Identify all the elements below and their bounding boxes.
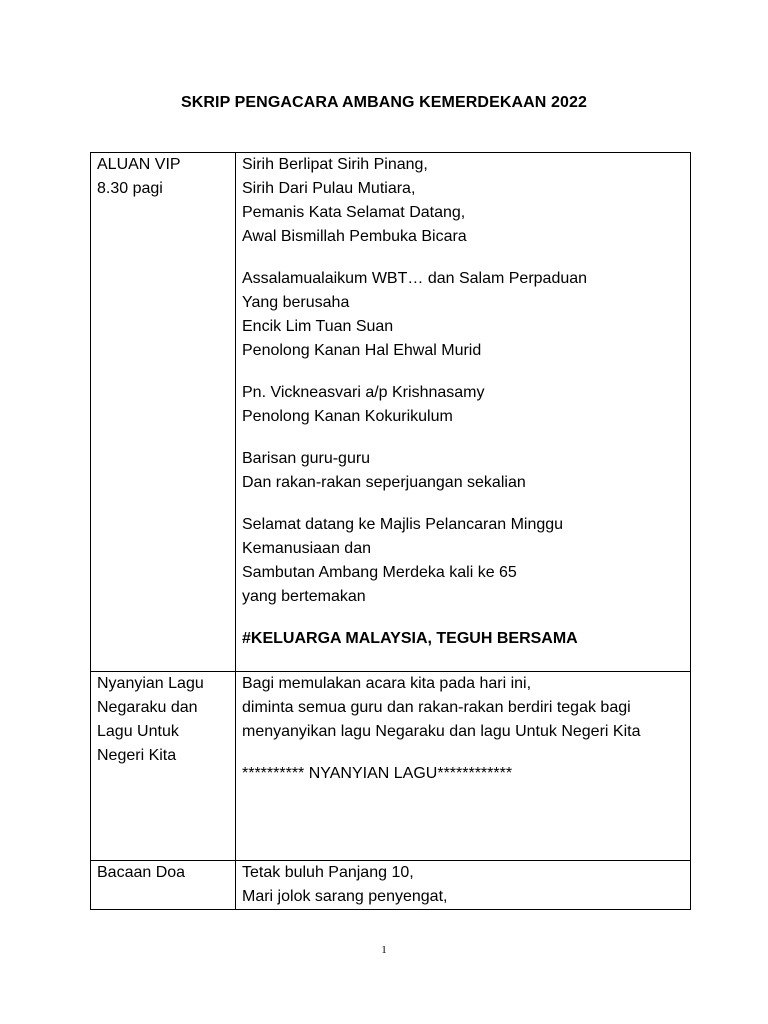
welcome-paragraph [242,513,684,609]
text-line: Sirih Dari Pulau Mutiara, [242,180,416,197]
text-line: Tetak buluh Panjang 10, [242,864,414,881]
text-line: Yang berusaha [242,294,350,311]
text-line: Mari jolok sarang penyengat, [242,888,448,905]
text-line: Barisan guru-guru [242,450,371,467]
text-line: yang bertemakan [242,588,366,605]
pantun-paragraph [242,153,684,249]
table-row-bacaan-doa [91,861,691,910]
text-line: Kemanusiaan dan [242,540,371,557]
text-line: Pn. Vickneasvari a/p Krishnasamy [242,384,485,401]
row-content-cell [236,672,691,861]
teachers-paragraph [242,447,684,495]
song-marker-paragraph [242,762,684,786]
row-label-line: Negaraku dan [97,699,198,716]
vip-paragraph [242,381,684,429]
row-label-line: Lagu Untuk [97,723,179,740]
text-line: ********** NYANYIAN LAGU************ [242,765,513,782]
text-line: Awal Bismillah Pembuka Bicara [242,228,467,245]
text-line: Sirih Berlipat Sirih Pinang, [242,156,428,173]
text-line: Assalamualaikum WBT… dan Salam Perpaduan [242,270,588,287]
text-line: Penolong Kanan Hal Ehwal Murid [242,342,482,359]
table-row-aluan-vip [91,153,691,672]
theme-paragraph [242,627,684,651]
text-line: Sambutan Ambang Merdeka kali ke 65 [242,564,517,581]
page-number: 1 [381,944,387,956]
document-title: SKRIP PENGACARA AMBANG KEMERDEKAAN 2022 [180,94,588,111]
row-label-cell [91,861,236,910]
text-line: Pemanis Kata Selamat Datang, [242,204,466,221]
greeting-paragraph [242,267,684,363]
text-line: Selamat datang ke Majlis Pelancaran Minggu [242,516,564,533]
text-line: menyanyikan lagu Negaraku dan lagu Untuk Negeri Kita [242,723,641,740]
row-label-line: Nyanyian Lagu [97,675,204,692]
text-line: Penolong Kanan Kokurikulum [242,408,453,425]
theme-text: #KELUARGA MALAYSIA, TEGUH BERSAMA [242,630,578,647]
pantun-paragraph [242,861,684,909]
text-line: diminta semua guru dan rakan-rakan berdiri tegak bagi [242,699,631,716]
row-label-line: 8.30 pagi [97,180,163,197]
row-content-cell [236,153,691,672]
row-label-line: Negeri Kita [97,747,177,764]
row-label-cell [91,153,236,672]
table-row-nyanyian-lagu [91,672,691,861]
script-table [90,152,691,910]
text-line: Encik Lim Tuan Suan [242,318,394,335]
row-label-line: ALUAN VIP [97,156,181,173]
row-label-line: Bacaan Doa [97,864,186,881]
text-line: Dan rakan-rakan seperjuangan sekalian [242,474,526,491]
text-line: Bagi memulakan acara kita pada hari ini, [242,675,532,692]
row-label-cell [91,672,236,861]
row-content-cell [236,861,691,910]
instruction-paragraph [242,672,684,744]
